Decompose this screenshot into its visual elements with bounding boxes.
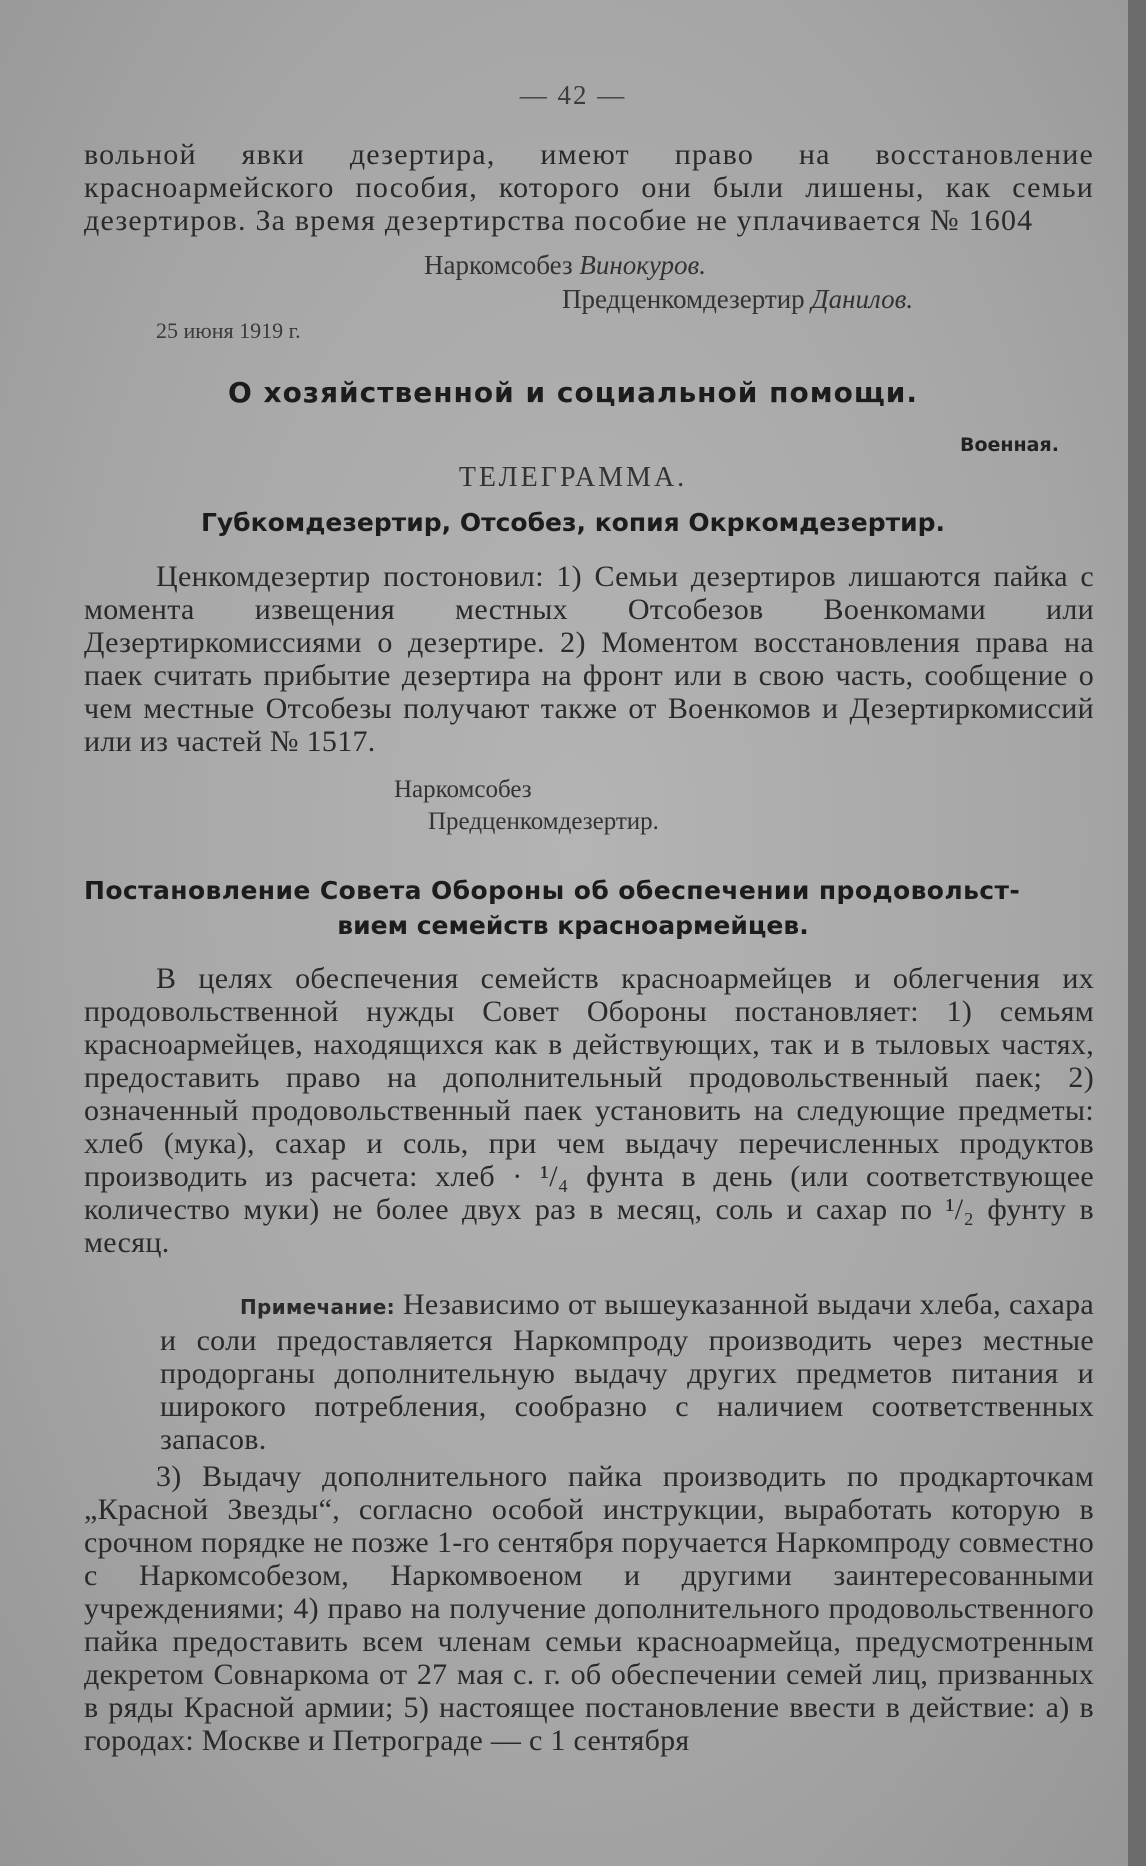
section-title-economic-aid: О хозяйственной и социальной помощи. [227, 376, 919, 409]
signature-predcenkomdezertir-2: Предценкомдезертир. [428, 808, 659, 835]
telegram-heading: ТЕЛЕГРАММА. [458, 462, 688, 493]
section-title-line2: вием семейств красноармейцев. [337, 911, 809, 940]
document-date: 25 июня 1919 г. [156, 318, 301, 343]
note-text: Независимо от вышеуказанной выдачи хлеба, сахара и соли предоставляется Наркомпроду производить через местные продорганы дополнительную выдачу других предметов питания и широкого потребления, сообразно с наличием соответственных запасов. [160, 1288, 1094, 1456]
signature-narkomsobez-2: Наркомсобез [394, 776, 532, 803]
resolution-paragraph-2: 3) Выдачу дополнительного пайка производить по продкарточкам „Красной Звезды“, согласно особой инструкции, выработать которую в срочном порядке не позже 1-го сентября поручается Наркомпроду совместно с Наркомсобезом, Наркомвоеном и другими заинтересованными учреждениями; 4) право на получение дополнительного продовольственного пайка предоставить всем членам семьи красноармейца, предусмотренным декретом Совнаркома от 27 мая с. г. об обеспечении семей лиц, призванных в ряды Красной армии; 5) настоящее постановление ввести в действие: а) в городах: Москве и Петрограде — с 1 сентября [84, 1460, 1094, 1757]
signature-label: Предценкомдезертир [562, 284, 805, 314]
previous-section-text: вольной явки дезертира, имеют право на восстановление красноармейского пособия, которого они были лишены, как семьи дезертиров. За время дезертирства пособие не уплачивается № 1604 [84, 138, 1094, 237]
resolution-note [160, 1288, 1094, 1456]
note-label: Примечание: [240, 1295, 395, 1319]
signature-name: Данилов. [811, 284, 914, 314]
telegram-mark: Военная. [960, 434, 1059, 456]
section-title-line1: Постановление Совета Обороны об обеспечении продовольст- [84, 876, 1021, 905]
page-number: — 42 — [519, 80, 627, 110]
resolution-paragraph-1: В целях обеспечения семейств красноармейцев и облегчения их продовольственной нужды Совет Обороны постановляет: 1) семьям красноармейцев, находящихся как в действующих, так и в тыловых частях, предоставить право на дополнительный продовольственный паек; 2) означенный продовольственный паек установить на следующие предметы: хлеб (мука), сахар и соль, при чем выдачу перечисленных продуктов производить из расчета: хлеб · ¹/₄ фунта в день (или соответствующее количество муки) не более двух раз в месяц, соль и сахар по ¹/₂ фунту в месяц. [84, 962, 1094, 1259]
signature-predcenkomdezertir [562, 284, 913, 315]
telegram-addressee: Губкомдезертир, Отсобез, копия Окркомдезертир. [200, 508, 946, 537]
telegram-text: Ценкомдезертир постоновил: 1) Семьи дезертиров лишаются пайка с момента извещения местных Отсобезов Военкомами или Дезертиркомиссиями о дезертире. 2) Моментом восстановления права на паек считать прибытие дезертира на фронт или в свою часть, сообщение о чем местные Отсобезы получают также от Военкомов и Дезертиркомиссий или из частей № 1517. [84, 560, 1094, 758]
signature-label: Наркомсобез [424, 250, 573, 280]
signature-narkomsobez [424, 250, 706, 281]
signature-name: Винокуров. [579, 250, 707, 280]
